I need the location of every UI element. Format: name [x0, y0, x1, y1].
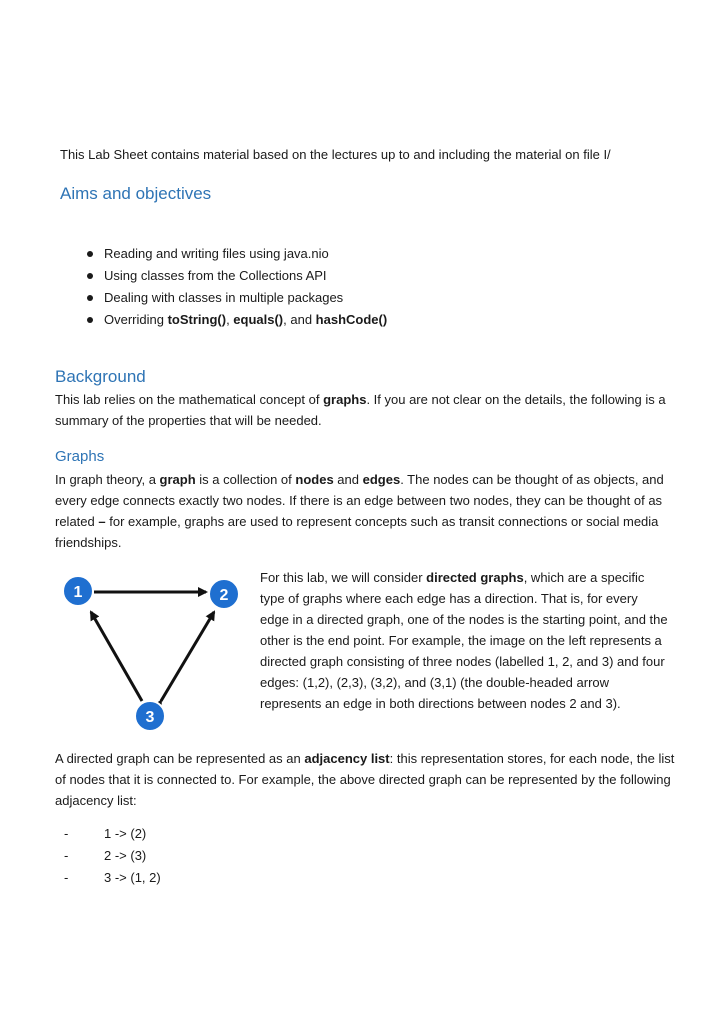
term-adjacency-list: adjacency list	[304, 751, 390, 766]
aims-list	[60, 243, 680, 331]
term-directed-graphs: directed graphs	[426, 570, 524, 585]
en-dash: –	[98, 514, 106, 529]
node-1	[63, 576, 93, 606]
adjacency-item: - 2 -> (3)	[60, 845, 161, 867]
edge-2-3-3-2	[161, 612, 214, 701]
directed-graph-figure	[58, 568, 248, 738]
node-1-label: 1	[73, 584, 83, 601]
overriding-sep: , and	[283, 312, 316, 327]
method-hashcode: hashCode()	[315, 312, 388, 327]
term-edges: edges	[362, 472, 401, 487]
overriding-prefix: Overriding	[104, 312, 168, 327]
edge-3-1	[91, 612, 142, 701]
node-2-label: 2	[219, 587, 229, 604]
graphs-heading: Graphs	[55, 448, 105, 465]
overriding-sep: ,	[226, 312, 234, 327]
aims-item: Dealing with classes in multiple packages	[60, 287, 680, 309]
background-paragraph: This lab relies on the mathematical concept of graphs. If you are not clear on the details, the following is a summary of the properties that will be needed.	[55, 392, 666, 428]
term-graph: graph	[159, 472, 196, 487]
term-nodes: nodes	[295, 472, 334, 487]
method-equals: equals()	[233, 312, 284, 327]
background-heading: Background	[55, 367, 146, 386]
method-tostring: toString()	[167, 312, 227, 327]
adjacency-list	[60, 823, 161, 889]
aims-item: Reading and writing files using java.nio	[60, 243, 680, 265]
aims-item-overriding	[60, 309, 680, 331]
graphs-paragraph: In graph theory, a graph is a collection of nodes and edges. The nodes can be thought of as objects, and every edge connects exactly two nodes. If there is an edge between two nodes, they can be thought of as related – for example, graphs are used to represent concepts such as transit connections or social media friendships.	[55, 472, 664, 550]
node-3-label: 3	[145, 709, 155, 726]
adjacency-paragraph: A directed graph can be represented as an adjacency list: this representation stores, for each node, the list of nodes that it is connected to. For example, the above directed graph can be represented by the following adjacency list:	[55, 751, 675, 808]
node-2	[209, 579, 239, 609]
aims-heading: Aims and objectives	[60, 184, 212, 203]
node-3	[135, 701, 165, 731]
adjacency-item: - 3 -> (1, 2)	[60, 867, 161, 889]
directed-graphs-paragraph: For this lab, we will consider directed graphs, which are a specific type of graphs where each edge has a direction. That is, for every edge in a directed graph, one of the nodes is the starting point, and the other is the end point. For example, the image on the left represents a directed graph consisting of three nodes (labelled 1, 2, and 3) and four edges: (1,2), (2,3), (3,2), and (3,1) (the double-headed arrow represents an edge in both directions between nodes 2 and 3).	[260, 570, 668, 711]
aims-item: Using classes from the Collections API	[60, 265, 680, 287]
term-graphs: graphs	[323, 392, 367, 407]
adjacency-item: - 1 -> (2)	[60, 823, 161, 845]
intro-text: This Lab Sheet contains material based on the lectures up to and including the material on file I/	[60, 147, 611, 162]
